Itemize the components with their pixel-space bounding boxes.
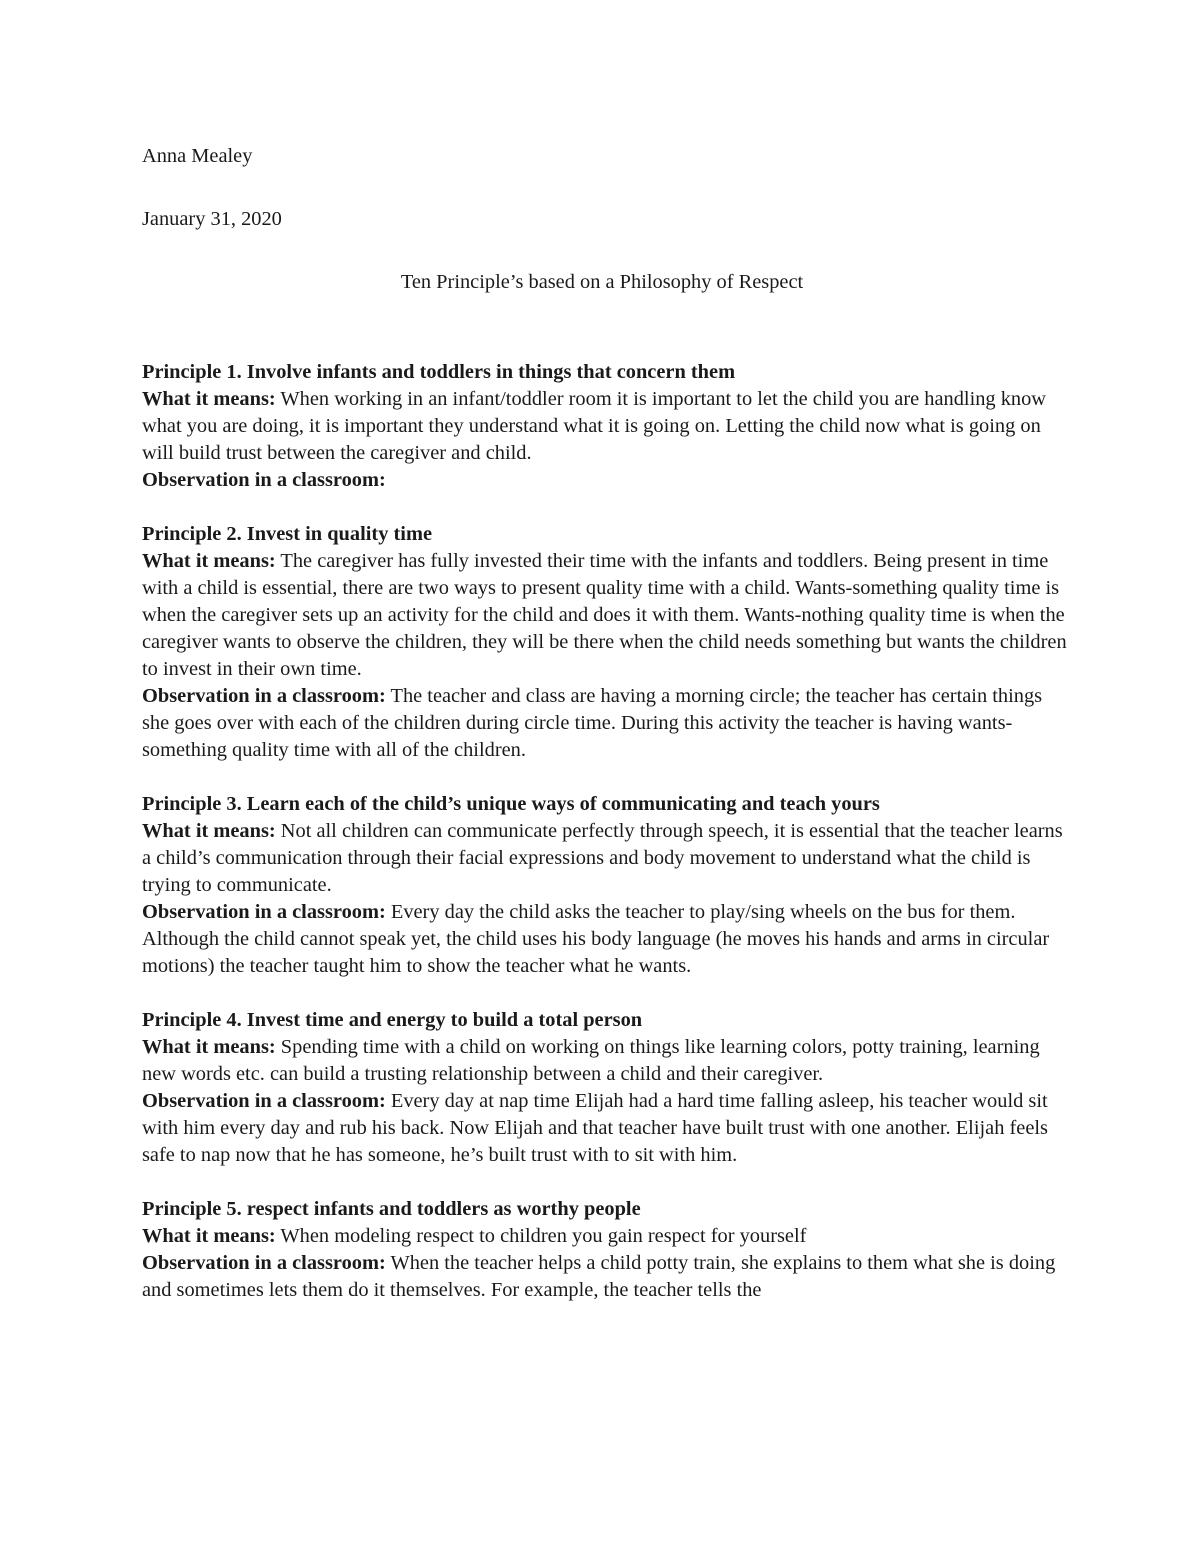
author-name: Anna Mealey xyxy=(142,145,253,167)
means-label: What it means: xyxy=(142,820,276,842)
document-date: January 31, 2020 xyxy=(142,208,282,230)
principle-heading: Principle 5. respect infants and toddlers as worthy people xyxy=(142,1198,641,1220)
observation-label: Observation in a classroom: xyxy=(142,469,386,491)
means-label: What it means: xyxy=(142,1036,276,1058)
means-text: The caregiver has fully invested their time with the infants and toddlers. Being present in time with a child is essential, there are two ways to present quality time with a child. Wants-something quality time is when the caregiver sets up an activity for the child and does it with them. Wants-nothing quality time is when the caregiver wants to observe the children, they will be there when the child needs something but wants the children to invest in their own time. xyxy=(142,550,1067,680)
observation-label: Observation in a classroom: xyxy=(142,1090,386,1112)
principle-section-4 xyxy=(142,1007,1072,1169)
document-title: Ten Principle’s based on a Philosophy of Respect xyxy=(400,271,804,293)
means-label: What it means: xyxy=(142,388,276,410)
principle-section-5 xyxy=(142,1196,1072,1304)
principle-meaning xyxy=(142,1034,1072,1088)
observation-text: Every day the child asks the teacher to play/sing wheels on the bus for them. Although the child cannot speak yet, the child uses his body language (he moves his hands and arms in circular motions) the teacher taught him to show the teacher what he wants. xyxy=(142,901,1050,977)
principle-meaning xyxy=(142,818,1072,899)
observation-text: When the teacher helps a child potty train, she explains to them what she is doing and sometimes lets them do it themselves. For example, the teacher tells the xyxy=(142,1252,1056,1301)
principle-section-1 xyxy=(142,359,1072,494)
means-label: What it means: xyxy=(142,550,276,572)
observation-label: Observation in a classroom: xyxy=(142,1252,386,1274)
observation-text: The teacher and class are having a morning circle; the teacher has certain things she goes over with each of the children during circle time. During this activity the teacher is having wants-something quality time with all of the children. xyxy=(142,685,1043,761)
principle-heading: Principle 2. Invest in quality time xyxy=(142,523,432,545)
principle-meaning xyxy=(142,1223,1072,1250)
principle-observation xyxy=(142,1088,1072,1169)
means-text: Spending time with a child on working on things like learning colors, potty training, learning new words etc. can build a trusting relationship between a child and their caregiver. xyxy=(142,1036,1040,1085)
principle-observation xyxy=(142,683,1072,764)
observation-text: Every day at nap time Elijah had a hard time falling asleep, his teacher would sit with him every day and rub his back. Now Elijah and that teacher have built trust with one another. Elijah feels safe to nap now that he has someone, he’s built trust with to sit with him. xyxy=(142,1090,1048,1166)
principle-section-2 xyxy=(142,521,1072,764)
means-label: What it means: xyxy=(142,1225,276,1247)
principle-observation xyxy=(142,1250,1072,1304)
document-page xyxy=(142,143,1072,1331)
principle-heading: Principle 4. Invest time and energy to build a total person xyxy=(142,1009,643,1031)
means-text: Not all children can communicate perfectly through speech, it is essential that the teacher learns a child’s communication through their facial expressions and body movement to understand what the child is trying to communicate. xyxy=(142,820,1063,896)
principle-heading: Principle 1. Involve infants and toddlers in things that concern them xyxy=(142,361,736,383)
means-text: When modeling respect to children you gain respect for yourself xyxy=(280,1225,807,1247)
principle-meaning xyxy=(142,386,1072,467)
observation-label: Observation in a classroom: xyxy=(142,901,386,923)
principle-observation xyxy=(142,467,1072,494)
principle-section-3 xyxy=(142,791,1072,980)
observation-label: Observation in a classroom: xyxy=(142,685,386,707)
principle-observation xyxy=(142,899,1072,980)
principle-meaning xyxy=(142,548,1072,683)
means-text: When working in an infant/toddler room it is important to let the child you are handling know what you are doing, it is important they understand what it is going on. Letting the child now what is going on will build trust between the caregiver and child. xyxy=(142,388,1047,464)
principle-heading: Principle 3. Learn each of the child’s unique ways of communicating and teach yours xyxy=(142,793,880,815)
